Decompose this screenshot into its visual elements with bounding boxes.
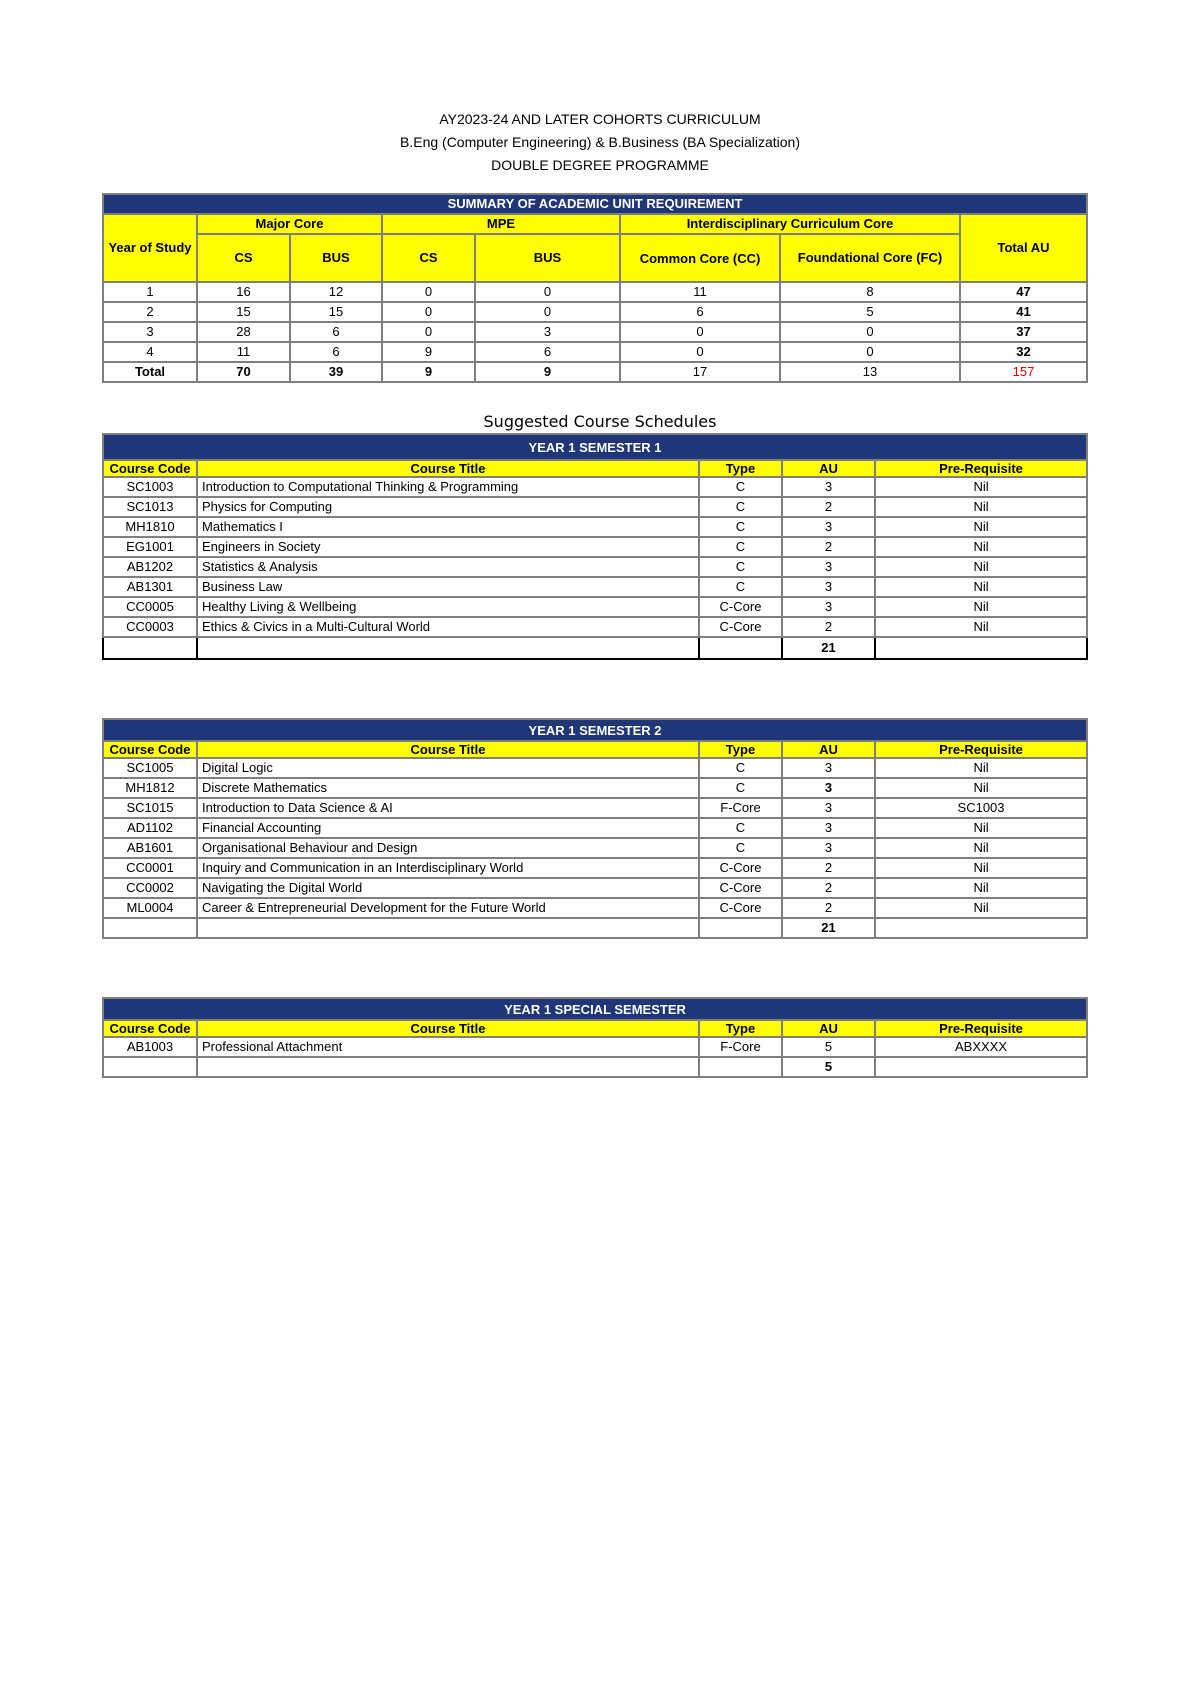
- course-title: Career & Entrepreneurial Development for the Future World: [197, 898, 699, 918]
- course-code: ML0004: [103, 898, 197, 918]
- cell-total-au: 41: [960, 302, 1087, 322]
- cell-major-cs: 28: [197, 322, 290, 342]
- col-au: AU: [782, 1020, 875, 1037]
- course-code: SC1005: [103, 758, 197, 778]
- summary-row: [103, 302, 1087, 322]
- course-type: C: [699, 758, 782, 778]
- course-prereq: Nil: [875, 758, 1087, 778]
- course-au: 3: [782, 818, 875, 838]
- course-type: C-Core: [699, 617, 782, 637]
- group-interdisciplinary-core: Interdisciplinary Curriculum Core: [620, 214, 960, 234]
- course-prereq: Nil: [875, 818, 1087, 838]
- summary-row: [103, 322, 1087, 342]
- course-au: 3: [782, 838, 875, 858]
- course-title: Organisational Behaviour and Design: [197, 838, 699, 858]
- course-code: SC1013: [103, 497, 197, 517]
- course-prereq: Nil: [875, 878, 1087, 898]
- course-title: Introduction to Computational Thinking & Programming: [197, 477, 699, 497]
- course-title: Healthy Living & Wellbeing: [197, 597, 699, 617]
- course-title: Business Law: [197, 577, 699, 597]
- course-au: 3: [782, 577, 875, 597]
- cell-total-au: 37: [960, 322, 1087, 342]
- col-prerequisite: Pre-Requisite: [875, 741, 1087, 758]
- cell-mpe-cs: 9: [382, 342, 475, 362]
- col-mpe-cs: CS: [382, 234, 475, 282]
- table-row: [103, 617, 1087, 637]
- course-au: 2: [782, 617, 875, 637]
- col-major-cs: CS: [197, 234, 290, 282]
- cell-cc: 6: [620, 302, 780, 322]
- sem2-table: [102, 718, 1088, 939]
- course-code: AD1102: [103, 818, 197, 838]
- course-code: MH1810: [103, 517, 197, 537]
- course-au: 2: [782, 878, 875, 898]
- sem1-table: [102, 433, 1088, 660]
- header-line-2: B.Eng (Computer Engineering) & B.Business (BA Specialization): [400, 134, 800, 150]
- course-prereq: Nil: [875, 497, 1087, 517]
- total-row: [103, 918, 1087, 938]
- cell-major-bus: 6: [290, 322, 382, 342]
- table-row: [103, 517, 1087, 537]
- schedules-title: Suggested Course Schedules: [483, 412, 717, 431]
- col-au: AU: [782, 460, 875, 477]
- cell-mpe-bus: 0: [475, 282, 620, 302]
- course-type: C: [699, 477, 782, 497]
- course-type: C: [699, 818, 782, 838]
- course-prereq: Nil: [875, 517, 1087, 537]
- special-sem-title: YEAR 1 SPECIAL SEMESTER: [103, 998, 1087, 1020]
- course-prereq: Nil: [875, 557, 1087, 577]
- cell-year: 1: [103, 282, 197, 302]
- total-au: 21: [782, 918, 875, 938]
- cell-total-label: Total: [103, 362, 197, 382]
- course-au: 3: [782, 798, 875, 818]
- cell-fc: 0: [780, 322, 960, 342]
- cell-cc: 0: [620, 322, 780, 342]
- course-title: Discrete Mathematics: [197, 778, 699, 798]
- cell-major-cs: 15: [197, 302, 290, 322]
- course-type: C: [699, 778, 782, 798]
- course-prereq: Nil: [875, 778, 1087, 798]
- cell-mpe-bus: 3: [475, 322, 620, 342]
- table-row: [103, 758, 1087, 778]
- course-au: 3: [782, 557, 875, 577]
- cell-fc: 5: [780, 302, 960, 322]
- course-title: Inquiry and Communication in an Interdisciplinary World: [197, 858, 699, 878]
- course-title: Digital Logic: [197, 758, 699, 778]
- table-row: [103, 818, 1087, 838]
- course-prereq: Nil: [875, 577, 1087, 597]
- cell-mpe-cs: 0: [382, 302, 475, 322]
- course-au: 2: [782, 537, 875, 557]
- col-year-of-study: Year of Study: [103, 214, 197, 282]
- table-row: [103, 477, 1087, 497]
- course-au: 2: [782, 497, 875, 517]
- course-type: C: [699, 497, 782, 517]
- cell-total-major-bus: 39: [290, 362, 382, 382]
- cell-major-bus: 6: [290, 342, 382, 362]
- cell-fc: 8: [780, 282, 960, 302]
- col-common-core: Common Core (CC): [620, 234, 780, 282]
- summary-total-row: [103, 362, 1087, 382]
- course-type: C: [699, 557, 782, 577]
- cell-year: 2: [103, 302, 197, 322]
- course-code: CC0001: [103, 858, 197, 878]
- course-type: C: [699, 838, 782, 858]
- sem2-title: YEAR 1 SEMESTER 2: [103, 719, 1087, 741]
- course-code: CC0005: [103, 597, 197, 617]
- course-title: Introduction to Data Science & AI: [197, 798, 699, 818]
- summary-row: [103, 342, 1087, 362]
- course-au: 3: [782, 758, 875, 778]
- col-prerequisite: Pre-Requisite: [875, 1020, 1087, 1037]
- course-code: AB1003: [103, 1037, 197, 1057]
- course-code: SC1003: [103, 477, 197, 497]
- course-type: C: [699, 577, 782, 597]
- course-code: AB1202: [103, 557, 197, 577]
- col-major-bus: BUS: [290, 234, 382, 282]
- cell-mpe-bus: 0: [475, 302, 620, 322]
- total-row: [103, 637, 1087, 659]
- course-code: AB1601: [103, 838, 197, 858]
- course-au: 5: [782, 1037, 875, 1057]
- cell-major-bus: 12: [290, 282, 382, 302]
- cell-cc: 11: [620, 282, 780, 302]
- course-type: C-Core: [699, 597, 782, 617]
- course-type: C-Core: [699, 898, 782, 918]
- cell-year: 4: [103, 342, 197, 362]
- course-type: F-Core: [699, 1037, 782, 1057]
- col-course-code: Course Code: [103, 1020, 197, 1037]
- header-line-1: AY2023-24 AND LATER COHORTS CURRICULUM: [439, 111, 761, 127]
- summary-title: SUMMARY OF ACADEMIC UNIT REQUIREMENT: [103, 194, 1087, 214]
- table-row: [103, 577, 1087, 597]
- col-foundational-core: Foundational Core (FC): [780, 234, 960, 282]
- course-prereq: Nil: [875, 617, 1087, 637]
- course-title: Statistics & Analysis: [197, 557, 699, 577]
- course-au: 3: [782, 477, 875, 497]
- header-line-3: DOUBLE DEGREE PROGRAMME: [491, 157, 709, 173]
- col-type: Type: [699, 741, 782, 758]
- cell-major-cs: 16: [197, 282, 290, 302]
- course-au: 3: [782, 517, 875, 537]
- total-au: 21: [782, 637, 875, 659]
- col-total-au: Total AU: [960, 214, 1087, 282]
- table-row: [103, 597, 1087, 617]
- course-prereq: ABXXXX: [875, 1037, 1087, 1057]
- course-type: C-Core: [699, 858, 782, 878]
- table-row: [103, 1037, 1087, 1057]
- course-type: C-Core: [699, 878, 782, 898]
- cell-cc: 0: [620, 342, 780, 362]
- col-mpe-bus: BUS: [475, 234, 620, 282]
- group-major-core: Major Core: [197, 214, 382, 234]
- course-au: 3: [782, 597, 875, 617]
- col-course-title: Course Title: [197, 460, 699, 477]
- course-code: CC0003: [103, 617, 197, 637]
- course-prereq: Nil: [875, 537, 1087, 557]
- cell-major-bus: 15: [290, 302, 382, 322]
- total-row: [103, 1057, 1087, 1077]
- course-au: 2: [782, 858, 875, 878]
- cell-fc: 0: [780, 342, 960, 362]
- summary-table: [102, 193, 1088, 383]
- col-course-title: Course Title: [197, 741, 699, 758]
- course-title: Financial Accounting: [197, 818, 699, 838]
- course-prereq: Nil: [875, 477, 1087, 497]
- table-row: [103, 497, 1087, 517]
- table-row: [103, 838, 1087, 858]
- table-row: [103, 778, 1087, 798]
- table-row: [103, 798, 1087, 818]
- course-type: F-Core: [699, 798, 782, 818]
- table-row: [103, 537, 1087, 557]
- course-prereq: Nil: [875, 898, 1087, 918]
- table-row: [103, 858, 1087, 878]
- course-code: CC0002: [103, 878, 197, 898]
- course-type: C: [699, 537, 782, 557]
- cell-total-mpe-cs: 9: [382, 362, 475, 382]
- group-mpe: MPE: [382, 214, 620, 234]
- col-prerequisite: Pre-Requisite: [875, 460, 1087, 477]
- cell-total-au: 47: [960, 282, 1087, 302]
- cell-total-major-cs: 70: [197, 362, 290, 382]
- course-title: Mathematics I: [197, 517, 699, 537]
- sem1-title: YEAR 1 SEMESTER 1: [103, 434, 1087, 460]
- special-sem-table: [102, 997, 1088, 1078]
- col-type: Type: [699, 1020, 782, 1037]
- cell-mpe-cs: 0: [382, 282, 475, 302]
- cell-mpe-bus: 6: [475, 342, 620, 362]
- course-code: AB1301: [103, 577, 197, 597]
- course-prereq: Nil: [875, 838, 1087, 858]
- cell-mpe-cs: 0: [382, 322, 475, 342]
- cell-total-fc: 13: [780, 362, 960, 382]
- summary-row: [103, 282, 1087, 302]
- table-row: [103, 898, 1087, 918]
- course-code: MH1812: [103, 778, 197, 798]
- course-title: Physics for Computing: [197, 497, 699, 517]
- cell-total-au: 32: [960, 342, 1087, 362]
- course-title: Ethics & Civics in a Multi-Cultural World: [197, 617, 699, 637]
- col-course-title: Course Title: [197, 1020, 699, 1037]
- document-header: [0, 108, 1200, 177]
- cell-grand-total-au: 157: [960, 362, 1087, 382]
- course-code: SC1015: [103, 798, 197, 818]
- cell-total-mpe-bus: 9: [475, 362, 620, 382]
- course-title: Engineers in Society: [197, 537, 699, 557]
- course-code: EG1001: [103, 537, 197, 557]
- col-course-code: Course Code: [103, 460, 197, 477]
- course-title: Navigating the Digital World: [197, 878, 699, 898]
- total-au: 5: [782, 1057, 875, 1077]
- course-prereq: SC1003: [875, 798, 1087, 818]
- table-row: [103, 878, 1087, 898]
- course-prereq: Nil: [875, 597, 1087, 617]
- col-au: AU: [782, 741, 875, 758]
- cell-year: 3: [103, 322, 197, 342]
- col-course-code: Course Code: [103, 741, 197, 758]
- course-prereq: Nil: [875, 858, 1087, 878]
- course-au: 3: [782, 778, 875, 798]
- course-au: 2: [782, 898, 875, 918]
- course-type: C: [699, 517, 782, 537]
- cell-total-cc: 17: [620, 362, 780, 382]
- cell-major-cs: 11: [197, 342, 290, 362]
- col-type: Type: [699, 460, 782, 477]
- course-title: Professional Attachment: [197, 1037, 699, 1057]
- table-row: [103, 557, 1087, 577]
